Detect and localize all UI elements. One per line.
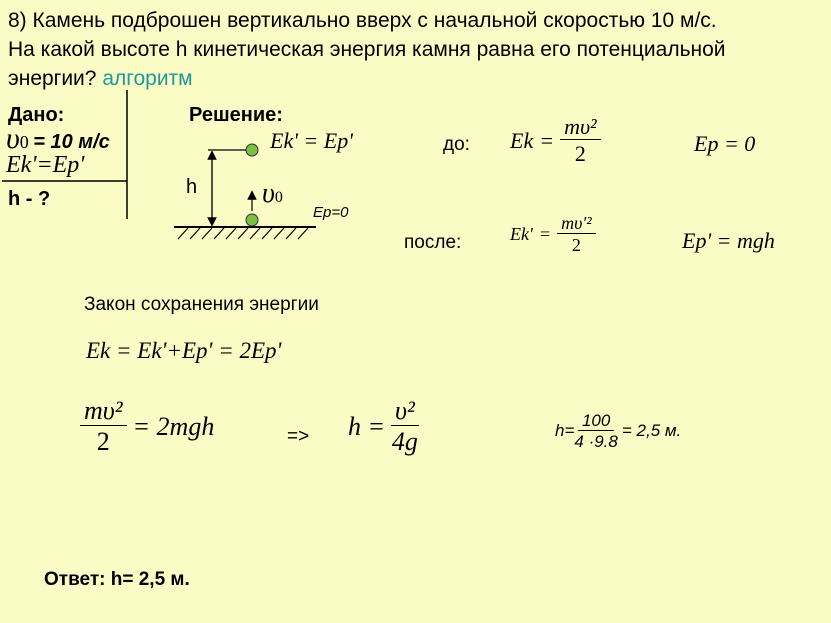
derivation-lhs-numerator: mυ² (80, 398, 127, 426)
after-ep: Ep' = mgh (682, 228, 775, 253)
h-formula-numerator: υ² (391, 398, 419, 426)
algorithm-link[interactable]: алгоритм (102, 67, 193, 90)
after-ek-numerator: mυ′² (557, 214, 596, 234)
law-title: Закон сохранения энергии (84, 294, 319, 315)
problem-line-3-text: энергии? (8, 67, 97, 90)
h-calc-numerator: 100 (578, 412, 614, 431)
h-calc-prefix: h= (555, 421, 575, 441)
h-formula (348, 398, 419, 455)
h-calculation (555, 412, 681, 451)
after-ek: Ek′ (510, 223, 533, 244)
before-label: до: (443, 134, 470, 155)
before-ek: Ek (510, 127, 534, 153)
given-unknown: h - ? (8, 188, 51, 210)
derivation-lhs-denominator: 2 (96, 427, 110, 456)
answer: Ответ: h= 2,5 м. (44, 569, 190, 590)
after-label: после: (404, 232, 462, 253)
height-label: h (186, 176, 198, 198)
derivation-rhs: = 2mgh (132, 411, 215, 441)
after-ek-denominator: 2 (571, 235, 581, 255)
ground-hatching (178, 228, 308, 239)
derivation-lhs (80, 398, 214, 455)
before-ek-formula: Ek = $\frac{\text{mυ²}}{2}$ (510, 116, 601, 165)
given-heading: Дано: (8, 104, 65, 126)
diagram-v0-symbol: υ (262, 178, 275, 209)
h-calc-result: = 2,5 м. (621, 421, 682, 441)
derivation-arrow: => (287, 426, 310, 447)
h-calc-denominator: 4 ·9.8 (574, 432, 618, 451)
solution-top-equation: Ek' = Ep' (270, 128, 353, 153)
stone-bottom (246, 214, 258, 226)
h-formula-lhs: h = (348, 411, 386, 441)
diagram-v0 (262, 178, 283, 210)
problem-line-2: На какой высоте h кинетическая энергия камня равна его потенциальной (8, 38, 726, 61)
given-v0-symbol: υ (6, 122, 20, 155)
after-ek-formula: Ek′ = $\frac{\text{mυ′²}}{2}$ (510, 214, 596, 255)
problem-line-1: 8) Камень подброшен вертикально вверх с начальной скоростью 10 м/с. (8, 9, 717, 32)
given-v0-value: = 10 м/с (33, 131, 110, 153)
given-condition: Ek'=Ep' (6, 152, 85, 178)
ep-zero-label: Ep=0 (313, 204, 349, 221)
before-ek-numerator: mυ² (560, 116, 601, 140)
diagram-v0-sub: 0 (274, 189, 283, 206)
before-ek-denominator: 2 (574, 141, 586, 166)
law-equation: Ek = Ek'+Ep' = 2Ep' (86, 338, 282, 363)
stone-top (246, 144, 258, 156)
solution-heading: Решение: (189, 104, 283, 126)
given-v0-sub: 0 (19, 132, 29, 152)
h-formula-denominator: 4g (391, 427, 418, 456)
before-ep: Ep = 0 (694, 131, 756, 156)
